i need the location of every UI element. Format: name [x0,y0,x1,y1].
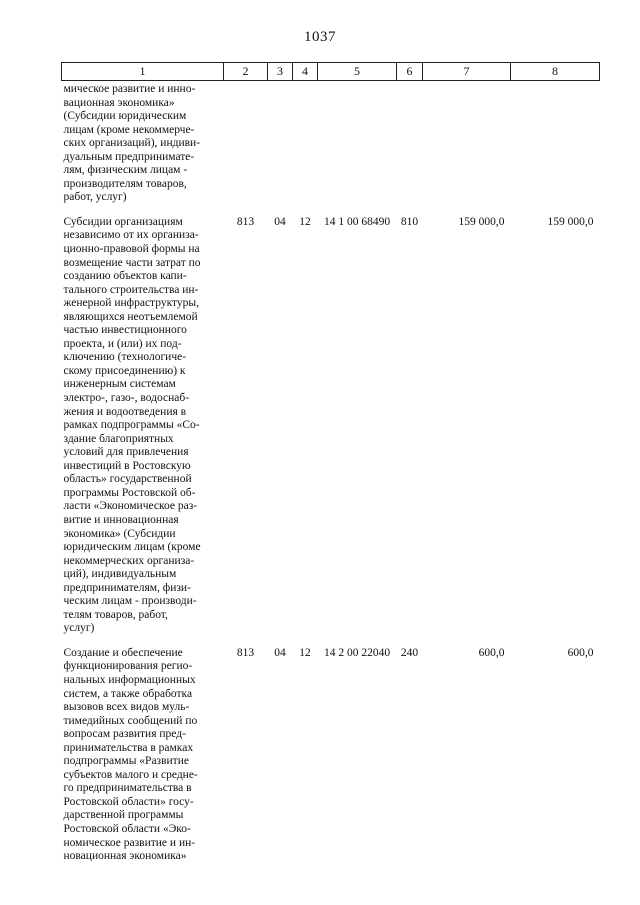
row-type-code: 240 [400,646,419,659]
row-admin-code: 813 [236,646,255,659]
column-header-target: 5 [318,63,397,81]
row-description: Субсидии организациям независимо от их организа- ционно-правовой формы на возмещение части затрат по созданию объектов капи- тального строительства ин- женерной инфраструктуры, являющихся неотъемлемой частью инвестиционного проекта, и (или) их под- ключению (технологиче- скому присоединению) к инженерным системам электро-, газо-, водоснаб- жения и водоотведения в рамках подпрограммы «Со- здание благоприятных условий для привлечения инвестиций в Ростовскую область» государственной программы Ростовской об- ласти «Экономическое раз- витие и инновационная экономика» (Субсидии юридическим лицам (кроме некоммерческих организа- ций), индивидуальным предпринимателям, физи- ческим лицам - производи- телям товаров, работ, услуг) [63,215,201,635]
column-header-admin: 2 [224,63,268,81]
row-admin-code: 813 [236,215,255,228]
row-subsection-code: 12 [299,646,311,659]
column-header-amount2: 8 [511,63,600,81]
row-section-code [268,81,293,205]
row-section-code: 04 [274,646,286,659]
row-section-code: 04 [274,215,286,228]
row-amount-1 [423,81,511,205]
table-row [62,205,600,636]
column-header-subsection: 4 [293,63,318,81]
row-description: мическое развитие и инно- вационная экономика» (Субсидии юридическим лицам (кроме некоммерче- ских организаций), индиви- дуальным предпринимате- лям, физическим лицам - производителям товаров, работ, услуг) [63,83,201,204]
row-amount-2: 600,0 [567,646,594,659]
column-header-amount1: 7 [423,63,511,81]
row-type-code [397,81,423,205]
table-row [62,81,600,205]
column-header-type: 6 [397,63,423,81]
row-subsection-code: 12 [299,215,311,228]
budget-table [61,62,600,864]
row-admin-code [224,81,268,205]
row-amount-1: 159 000,0 [458,215,505,228]
row-type-code: 810 [400,215,419,228]
row-target-code: 14 1 00 68490 [323,215,391,228]
table-header-row [62,63,600,81]
row-amount-2 [511,81,600,205]
column-header-section: 3 [268,63,293,81]
row-amount-1: 600,0 [478,646,505,659]
row-description: Создание и обеспечение функционирования регио- нальных информационных систем, а также обработка вызовов всех видов муль- тимедийных сообщений по вопросам развития пред- принимательства в рамках подпрограммы «Развитие субъектов малого и средне- го предпринимательства в Ростовской области» госу- дарственной программы Ростовской области «Эко- номическое развитие и ин- новационная экономика» [63,646,198,863]
table-row [62,636,600,864]
row-amount-2: 159 000,0 [547,215,594,228]
table-body [62,81,600,864]
row-target-code: 14 2 00 22040 [323,646,391,659]
column-header-description: 1 [62,63,224,81]
row-subsection-code [293,81,318,205]
page-number: 1037 [304,29,336,45]
row-target-code [318,81,397,205]
